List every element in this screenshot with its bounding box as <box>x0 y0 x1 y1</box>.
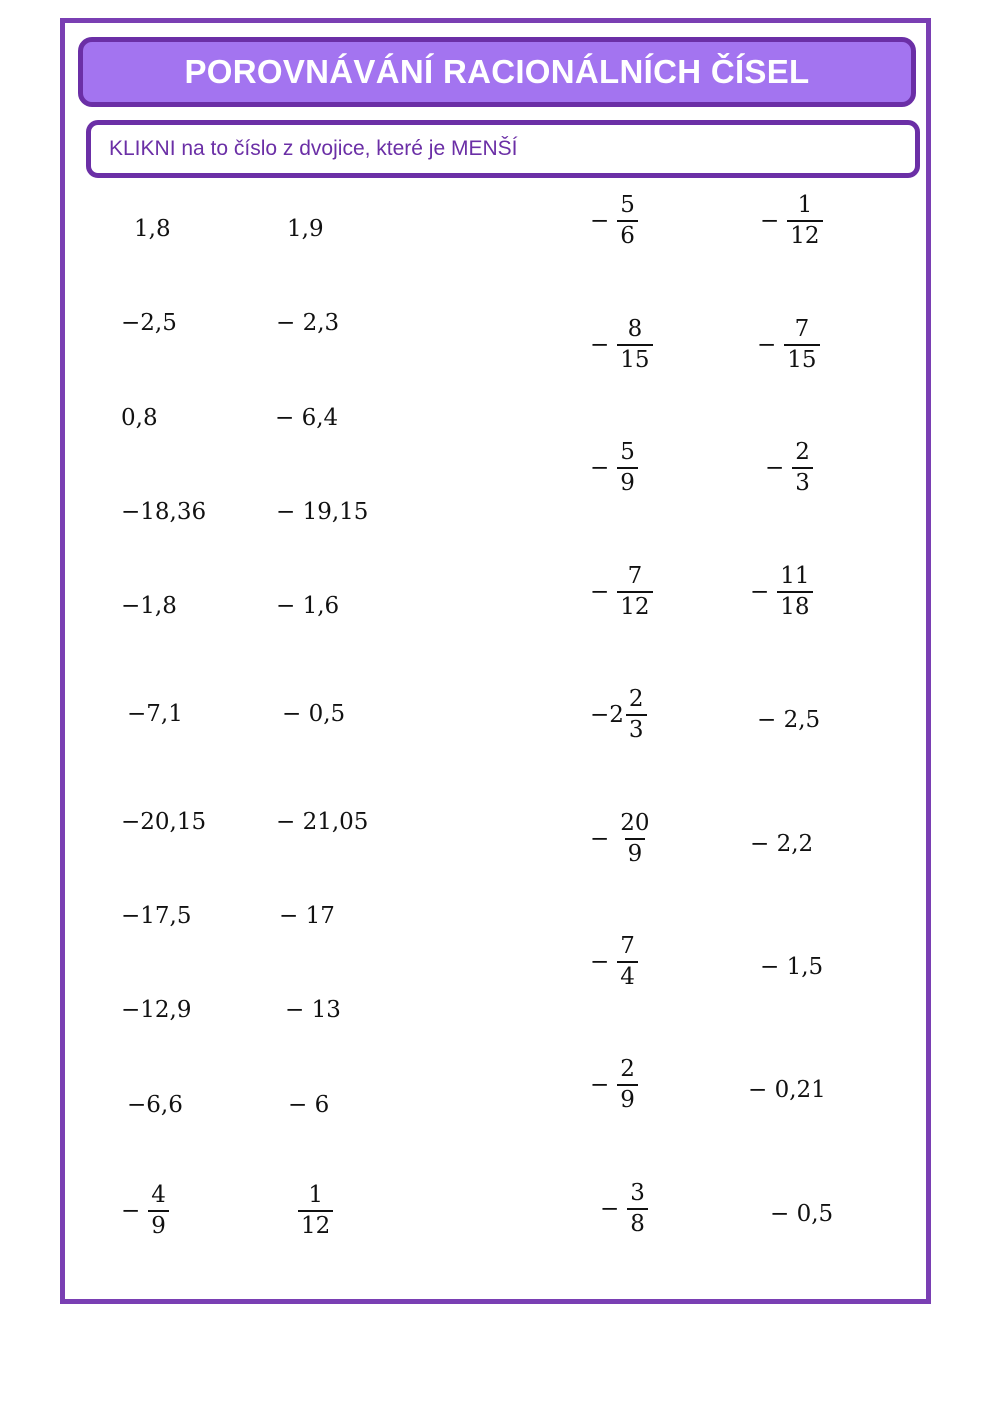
number-option[interactable]: − 0,21 <box>748 1077 826 1103</box>
number-option[interactable]: −20,15 <box>121 809 207 835</box>
fraction-option[interactable] <box>590 565 653 619</box>
fraction-option[interactable] <box>750 565 813 619</box>
fraction-sign: − <box>590 701 610 728</box>
denominator: 6 <box>617 220 638 248</box>
number-option[interactable]: − 1,6 <box>276 593 340 619</box>
fraction-sign: − <box>590 207 610 234</box>
denominator: 9 <box>617 467 638 495</box>
mixed-number-option[interactable] <box>590 688 647 742</box>
fraction-option[interactable] <box>590 194 638 248</box>
denominator: 3 <box>792 467 813 495</box>
fraction <box>617 935 638 989</box>
fraction-option[interactable] <box>590 441 638 495</box>
number-option[interactable]: − 2,2 <box>750 831 814 857</box>
numerator: 3 <box>630 1180 645 1206</box>
denominator: 15 <box>784 344 819 372</box>
numerator: 2 <box>628 686 644 712</box>
number-option[interactable]: − 21,05 <box>276 809 369 835</box>
numerator: 2 <box>620 1056 635 1082</box>
fraction-option[interactable] <box>757 318 820 372</box>
fraction <box>298 1184 333 1238</box>
numerator: 1 <box>308 1182 323 1208</box>
fraction-option[interactable] <box>600 1182 648 1236</box>
number-option[interactable]: 1,8 <box>134 216 171 242</box>
fraction <box>617 441 638 495</box>
fraction-option[interactable] <box>298 1184 333 1238</box>
fraction-sign: − <box>590 825 610 852</box>
fraction-option[interactable] <box>760 194 823 248</box>
denominator: 12 <box>787 220 822 248</box>
denominator: 18 <box>777 591 812 619</box>
fraction-option[interactable] <box>590 1058 638 1112</box>
denominator: 4 <box>617 961 638 989</box>
fraction-sign: − <box>600 1195 620 1222</box>
fraction <box>617 1058 638 1112</box>
fraction <box>617 318 652 372</box>
fraction-sign: − <box>590 948 610 975</box>
denominator: 12 <box>298 1210 333 1238</box>
number-option[interactable]: − 1,5 <box>760 954 824 980</box>
denominator: 9 <box>625 838 646 866</box>
number-option[interactable]: − 19,15 <box>276 499 369 525</box>
fraction-sign: − <box>757 331 777 358</box>
number-option[interactable]: 0,8 <box>121 405 158 431</box>
fraction-sign: − <box>750 578 770 605</box>
number-option[interactable]: −18,36 <box>121 499 207 525</box>
denominator: 3 <box>626 714 647 742</box>
whole-part: 2 <box>609 701 624 728</box>
numerator: 8 <box>627 316 643 342</box>
numerator: 2 <box>795 439 810 465</box>
number-option[interactable]: −12,9 <box>121 997 192 1023</box>
fraction <box>627 1182 648 1236</box>
number-option[interactable]: − 17 <box>279 903 335 929</box>
number-option[interactable]: −6,6 <box>127 1092 183 1118</box>
numerator: 4 <box>151 1182 166 1208</box>
fraction-sign: − <box>590 454 610 481</box>
number-option[interactable]: −2,5 <box>121 310 177 336</box>
number-option[interactable]: − 0,5 <box>282 701 346 727</box>
fraction <box>617 565 652 619</box>
fraction <box>617 812 652 866</box>
number-option[interactable]: 1,9 <box>287 216 324 242</box>
fraction <box>626 688 647 742</box>
instruction-box <box>86 120 920 178</box>
numerator: 5 <box>620 192 635 218</box>
number-option[interactable]: − 13 <box>285 997 341 1023</box>
fraction-sign: − <box>590 1071 610 1098</box>
fraction-sign: − <box>760 207 780 234</box>
numerator: 7 <box>620 933 635 959</box>
fraction <box>784 318 819 372</box>
number-option[interactable]: − 6 <box>288 1092 330 1118</box>
fraction <box>617 194 638 248</box>
page-title: POROVNÁVÁNÍ RACIONÁLNÍCH ČÍSEL <box>184 53 810 90</box>
number-option[interactable]: −1,8 <box>121 593 177 619</box>
numerator: 1 <box>797 192 813 218</box>
numerator: 7 <box>627 563 643 589</box>
fraction-option[interactable] <box>121 1184 169 1238</box>
fraction-option[interactable] <box>590 318 653 372</box>
number-option[interactable]: − 2,3 <box>276 310 340 336</box>
fraction <box>792 441 813 495</box>
instruction-text: KLIKNI na to číslo z dvojice, které je MENŠÍ <box>109 137 518 160</box>
fraction-sign: − <box>590 578 610 605</box>
numerator: 7 <box>794 316 810 342</box>
denominator: 12 <box>617 591 652 619</box>
numerator: 20 <box>620 810 650 836</box>
numerator: 5 <box>620 439 635 465</box>
title-banner <box>78 37 916 107</box>
numerator: 11 <box>780 563 810 589</box>
number-option[interactable]: − 2,5 <box>757 707 821 733</box>
number-option[interactable]: − 0,5 <box>770 1201 834 1227</box>
denominator: 15 <box>617 344 652 372</box>
number-option[interactable]: − 6,4 <box>275 405 339 431</box>
fraction <box>148 1184 169 1238</box>
denominator: 8 <box>627 1208 648 1236</box>
number-option[interactable]: −7,1 <box>127 701 183 727</box>
denominator: 9 <box>617 1084 638 1112</box>
denominator: 9 <box>148 1210 169 1238</box>
fraction-sign: − <box>765 454 785 481</box>
fraction-option[interactable] <box>765 441 813 495</box>
fraction <box>787 194 822 248</box>
fraction-sign: − <box>590 331 610 358</box>
fraction <box>777 565 812 619</box>
fraction-sign: − <box>121 1197 141 1224</box>
fraction-option[interactable] <box>590 812 653 866</box>
number-option[interactable]: −17,5 <box>121 903 192 929</box>
fraction-option[interactable] <box>590 935 638 989</box>
